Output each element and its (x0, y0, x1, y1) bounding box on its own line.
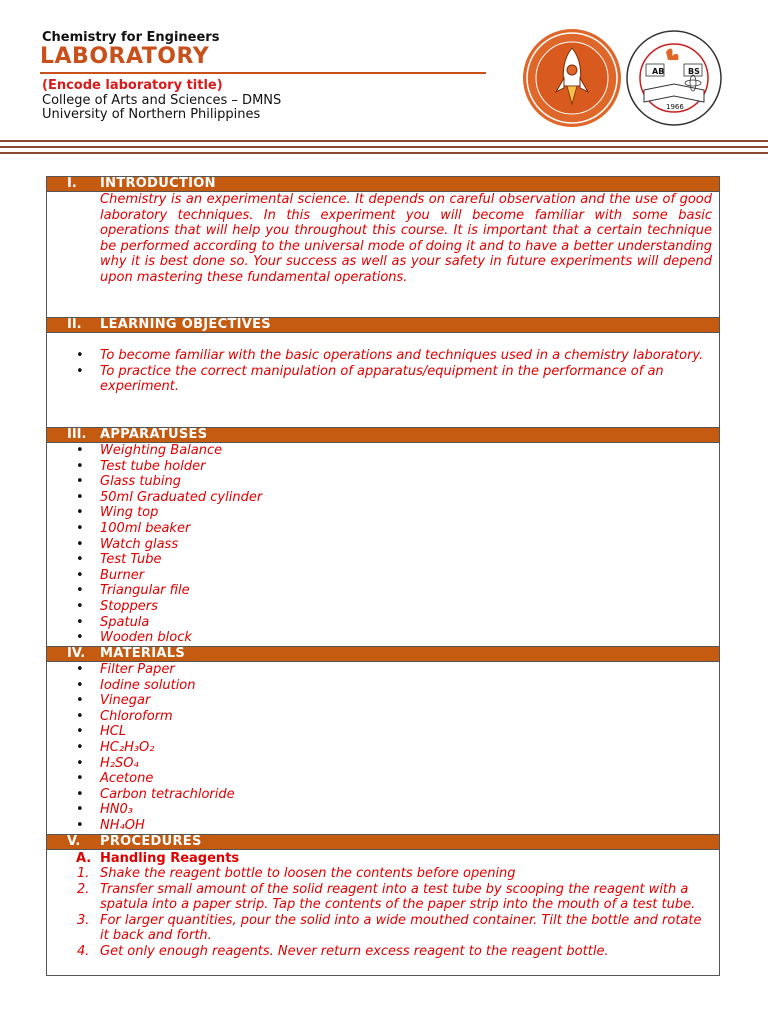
procedure-subheading (76, 851, 240, 866)
section-header-learning-objectives (46, 317, 720, 333)
college-name: College of Arts and Sciences – DMNS (42, 93, 282, 108)
step-text: Transfer small amount of the solid reagent into a test tube by scooping the reagent with a spatula into a paper strip. Tap the contents of the paper strip into the mouth of a test tube. (100, 881, 696, 913)
title-underline (40, 72, 486, 74)
step-number: 2. (77, 881, 90, 897)
material-item: • Filter Paper (0, 662, 712, 678)
apparatuses-list (0, 443, 712, 646)
seal-year: 1966 (666, 103, 684, 111)
step-text: Shake the reagent bottle to loosen the contents before opening (100, 866, 516, 881)
procedure-step (0, 944, 712, 960)
procedure-step (0, 882, 712, 913)
procedure-steps (0, 866, 712, 960)
section-label: MATERIALS (100, 646, 185, 661)
apparatus-item: • Weighting Balance (0, 443, 712, 459)
section-header-procedures (46, 834, 720, 850)
procedure-step (0, 913, 712, 944)
section-label: INTRODUCTION (100, 176, 216, 191)
apparatus-item: • Glass tubing (0, 474, 712, 490)
header-rule-middle (0, 146, 768, 148)
material-item: • HCL (0, 724, 712, 740)
header-rule-bottom (0, 152, 768, 154)
materials-list (0, 662, 712, 834)
section-header-introduction (46, 176, 720, 192)
procedure-step (0, 866, 712, 882)
apparatus-item: • Wing top (0, 505, 712, 521)
subheading-letter: A. (76, 851, 92, 866)
section-number: III. (67, 427, 87, 442)
section-number: IV. (67, 646, 86, 661)
step-number: 1. (77, 866, 90, 881)
subject-title: Chemistry for Engineers (42, 30, 220, 45)
material-item: • Acetone (0, 771, 712, 787)
introduction-text: Chemistry is an experimental science. It depends on careful observation and the use of good laboratory techniques. In this experiment you will become familiar with some basic operations that will help you throughout this course. It is important that a certain technique be performed according to the universal mode of doing it and to have a better understanding why it is best done so. Your success as well as your safety in future experiments will depend upon mastering these fundamental operations. (100, 192, 712, 285)
apparatus-item: • Stoppers (0, 599, 712, 615)
seal-right-mark: BS (688, 67, 700, 76)
objective-item: • To practice the correct manipulation of apparatus/equipment in the performance of an experiment. (0, 364, 712, 395)
section-number: V. (67, 834, 81, 849)
material-item: • Carbon tetrachloride (0, 787, 712, 803)
section-label: APPARATUSES (100, 427, 208, 442)
material-item: • Vinegar (0, 693, 712, 709)
material-item: • H₂SO₄ (0, 756, 712, 772)
encode-note: (Encode laboratory title) (42, 78, 223, 93)
seal-left-mark: AB (652, 67, 665, 76)
objective-item: • To become familiar with the basic operations and techniques used in a chemistry laboratory. (0, 348, 712, 364)
material-item: • NH₄OH (0, 818, 712, 834)
section-label: PROCEDURES (100, 834, 202, 849)
apparatus-item: • Test Tube (0, 552, 712, 568)
apparatus-item: • Test tube holder (0, 459, 712, 475)
subheading-title: Handling Reagents (100, 851, 240, 866)
material-item: • Iodine solution (0, 678, 712, 694)
material-item: • HC₂H₃O₂ (0, 740, 712, 756)
step-number: 4. (77, 943, 90, 959)
header-rule-top (0, 140, 768, 142)
apparatus-item: • Watch glass (0, 537, 712, 553)
college-seal-logo (626, 30, 722, 126)
apparatus-item: • Triangular file (0, 583, 712, 599)
apparatus-item: • 100ml beaker (0, 521, 712, 537)
material-item: • Chloroform (0, 709, 712, 725)
section-number: I. (67, 176, 77, 191)
lab-title: LABORATORY (40, 44, 210, 69)
apparatus-item: • Spatula (0, 615, 712, 631)
university-name: University of Northern Philippines (42, 107, 261, 122)
rocket-seal-logo (522, 28, 622, 128)
objectives-list (0, 348, 712, 395)
section-header-apparatuses (46, 427, 720, 443)
material-item: • HN0₃ (0, 802, 712, 818)
step-text: For larger quantities, pour the solid into a wide mouthed container. Tilt the bottle and rotate it back and forth. (100, 912, 702, 944)
step-text: Get only enough reagents. Never return excess reagent to the reagent bottle. (100, 943, 609, 959)
apparatus-item: • Wooden block (0, 630, 712, 646)
apparatus-item: • 50ml Graduated cylinder (0, 490, 712, 506)
step-number: 3. (77, 912, 90, 928)
section-header-materials (46, 646, 720, 662)
apparatus-item: • Burner (0, 568, 712, 584)
section-number: II. (67, 317, 82, 332)
section-label: LEARNING OBJECTIVES (100, 317, 271, 332)
